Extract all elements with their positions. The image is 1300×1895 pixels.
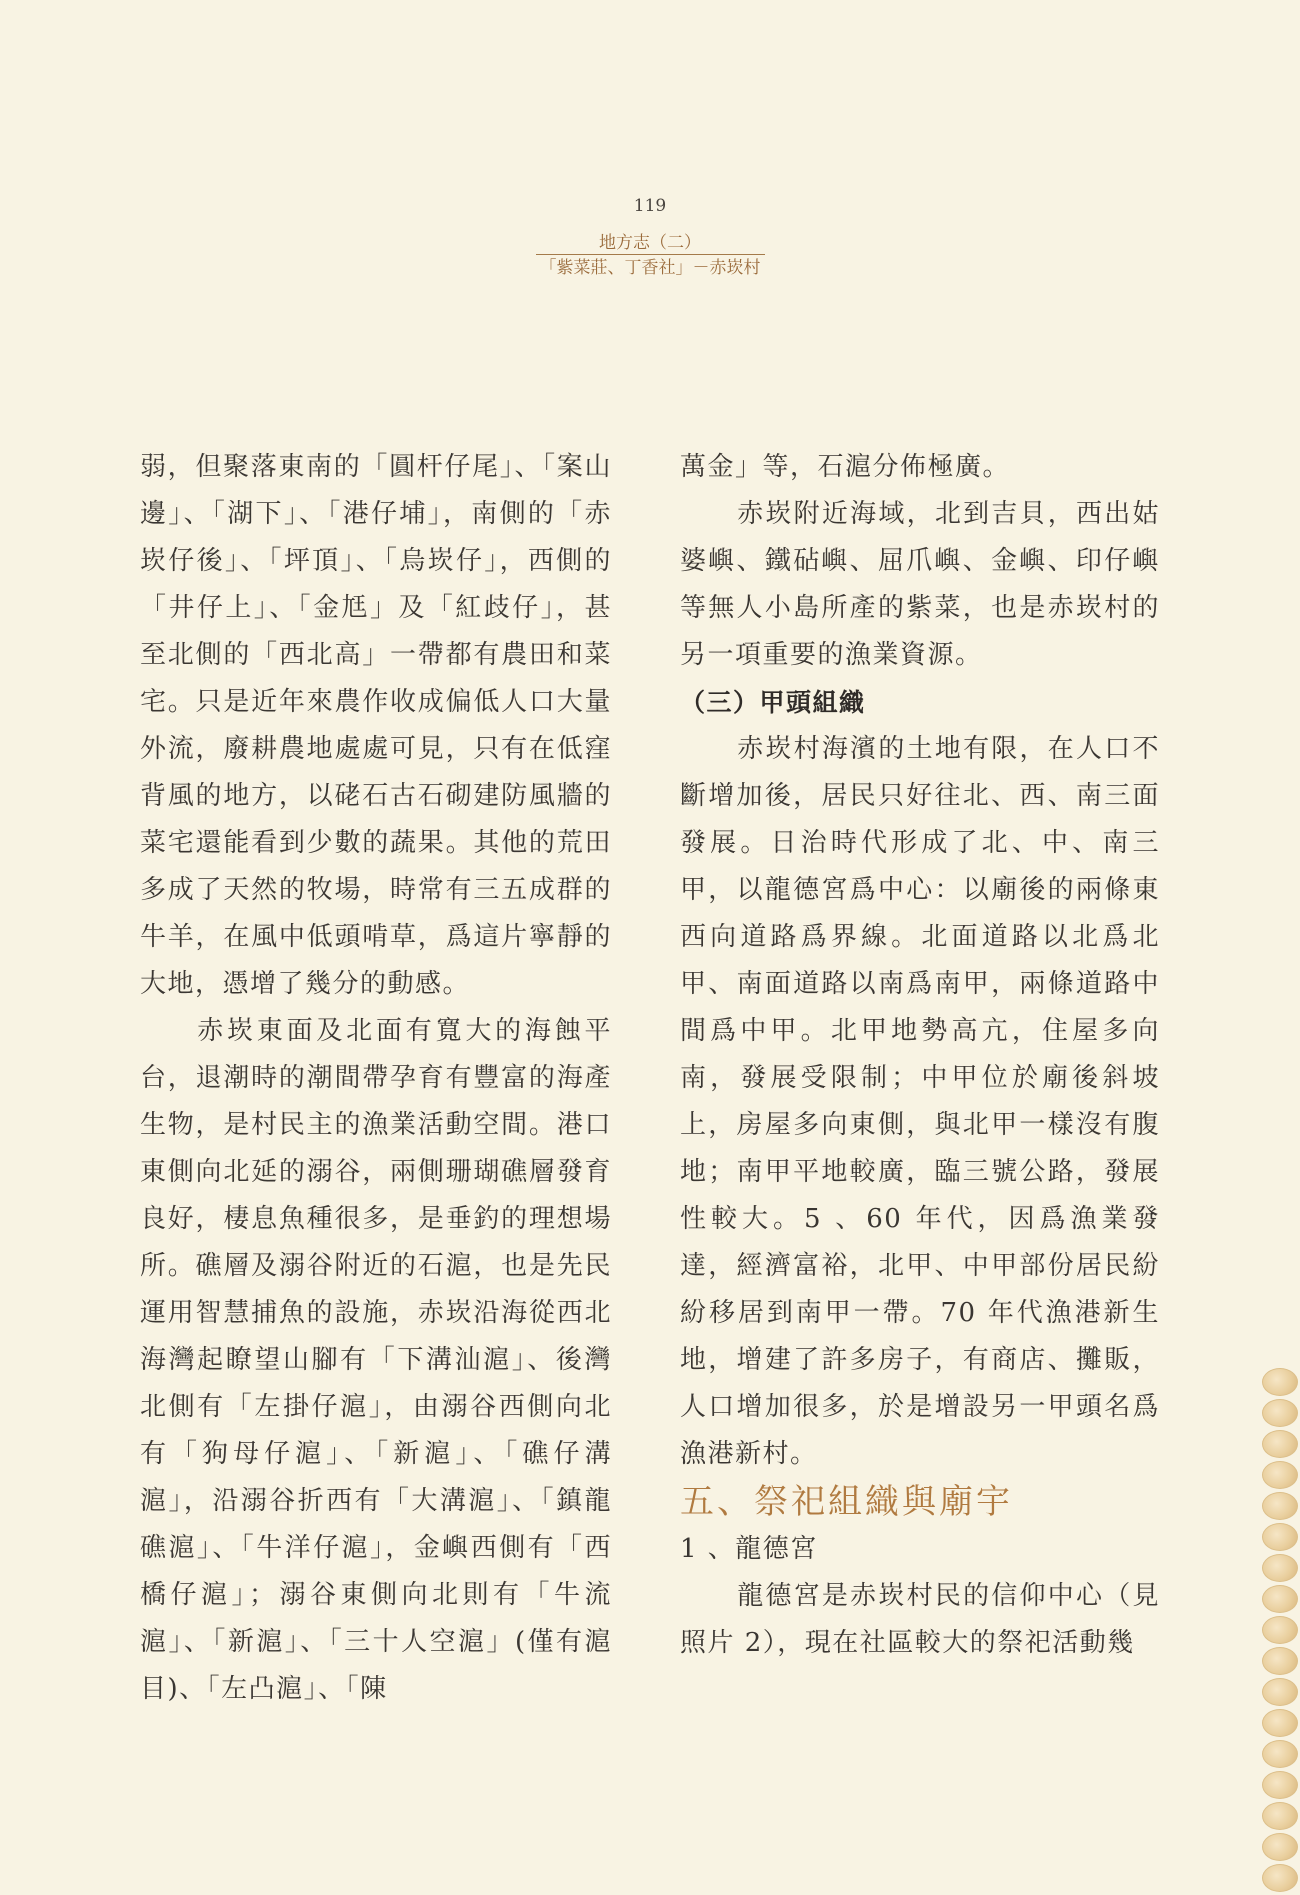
ornament-bead [1262, 1585, 1298, 1613]
running-head [0, 232, 1300, 280]
left-column [140, 444, 612, 1713]
ornament-bead [1262, 1368, 1298, 1396]
paragraph: 弱，但聚落東南的「圓杆仔尾」、「案山邊」、「湖下」、「港仔埔」，南側的「赤崁仔後」、「坪頂」、「烏崁仔」，西側的「井仔上」、「金尪」及「紅歧仔」，甚至北側的「西北高」一帶都有農田和菜宅。只是近年來農作收成偏低人口大量外流，廢耕農地處處可見，只有在低窪背風的地方，以硓石古石砌建防風牆的菜宅還能看到少數的蔬果。其他的荒田多成了天然的牧場，時常有三五成群的牛羊，在風中低頭啃草，爲這片寧靜的大地，憑增了幾分的動感。 [140, 452, 612, 999]
ornament-bead [1262, 1771, 1298, 1799]
ornament-bead [1262, 1709, 1298, 1737]
ornament-bead [1262, 1802, 1298, 1830]
paragraph: 萬金」等，石滬分佈極廣。 [680, 452, 1011, 482]
ornament-bead [1262, 1399, 1298, 1427]
ornament-bead [1262, 1616, 1298, 1644]
ornament-bead [1262, 1430, 1298, 1458]
section-heading: 五、祭祀組織與廟宇 [680, 1482, 1013, 1522]
paragraph: 龍德宮是赤崁村民的信仰中心（見照片 2），現在社區較大的祭祀活動幾 [680, 1581, 1160, 1658]
running-head-chapter: 「紫菜莊、丁香社」－赤崁村 [536, 254, 765, 280]
paragraph: 赤崁村海濱的土地有限，在人口不斷增加後，居民只好往北、西、南三面發展。日治時代形成了北、中、南三甲，以龍德宮爲中心：以廟後的兩條東西向道路爲界線。北面道路以北爲北甲、南面道路以南爲南甲，兩條道路中間爲中甲。北甲地勢高亢，住屋多向南，發展受限制；中甲位於廟後斜坡上，房屋多向東側，與北甲一樣沒有腹地；南甲平地較廣，臨三號公路，發展性較大。5 、60 年代，因爲漁業發達，經濟富裕，北甲、中甲部份居民紛紛移居到南甲一帶。70 年代漁港新生地，增建了許多房子，有商店、攤販，人口增加很多，於是增設另一甲頭名爲漁港新村。 [680, 734, 1160, 1469]
ornament-bead [1262, 1864, 1298, 1892]
subsection-heading: （三）甲頭組織 [680, 688, 866, 717]
ornament-bead [1262, 1647, 1298, 1675]
ornament-bead [1262, 1461, 1298, 1489]
side-ornament [1258, 1368, 1300, 1892]
page-number: 119 [633, 196, 667, 216]
ornament-bead [1262, 1554, 1298, 1582]
paragraph: 赤崁東面及北面有寬大的海蝕平台，退潮時的潮間帶孕育有豐富的海產生物，是村民主的漁業活動空間。港口東側向北延的溺谷，兩側珊瑚礁層發育良好，棲息魚種很多，是垂釣的理想場所。礁層及溺谷附近的石滬，也是先民運用智慧捕魚的設施，赤崁沿海從西北海灣起瞭望山腳有「下溝汕滬」、後灣北側有「左掛仔滬」，由溺谷西側向北有「狗母仔滬」、「新滬」、「礁仔溝滬」，沿溺谷折西有「大溝滬」、「鎮龍礁滬」、「牛洋仔滬」，金嶼西側有「西橋仔滬」；溺谷東側向北則有「牛流滬」、「新滬」、「三十人空滬」(僅有滬目)、「左凸滬」、「陳 [140, 1016, 612, 1704]
ornament-bead [1262, 1523, 1298, 1551]
ornament-bead [1262, 1740, 1298, 1768]
paragraph: 赤崁附近海域，北到吉貝，西出姑婆嶼、鐵砧嶼、屈爪嶼、金嶼、印仔嶼等無人小島所產的紫菜，也是赤崁村的另一項重要的漁業資源。 [680, 499, 1160, 670]
ornament-bead [1262, 1678, 1298, 1706]
running-head-series: 地方志（二） [599, 233, 701, 253]
item-heading: 1 、龍德宮 [680, 1534, 818, 1564]
ornament-bead [1262, 1492, 1298, 1520]
ornament-bead [1262, 1833, 1298, 1861]
right-column [680, 444, 1160, 1667]
